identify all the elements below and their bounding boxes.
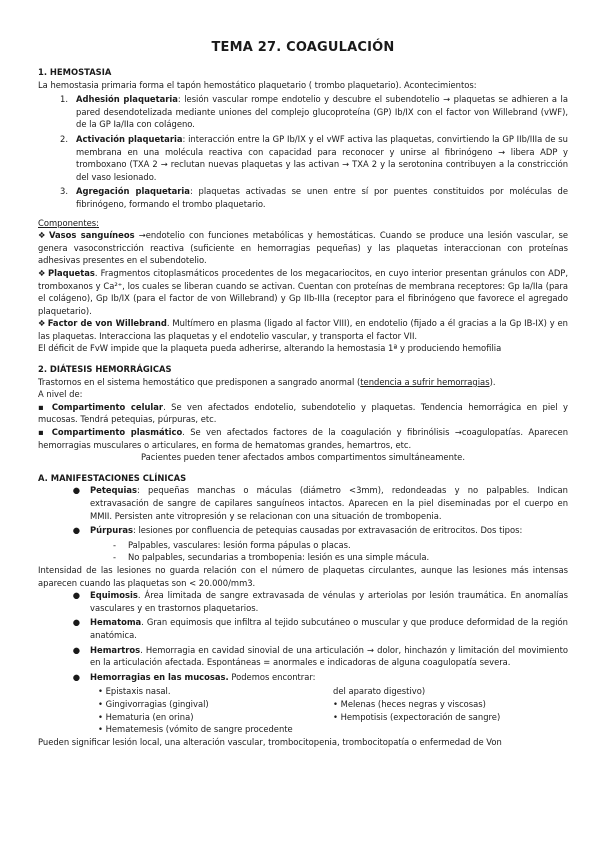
- list-item: • Epistaxis nasal.: [98, 686, 171, 697]
- list-item: del aparato digestivo): [333, 686, 426, 697]
- compartment-label: Compartimento plasmático: [51, 427, 183, 438]
- item-text: . Área limitada de sangre extravasada de vénulas y arteriolas por lesión traumática. En anomalías vasculares y en trastornos plaquetarios.: [90, 590, 568, 613]
- component-label: Vasos sanguíneos: [48, 230, 135, 241]
- diamond-bullet-icon: ❖: [38, 318, 46, 329]
- component-label: Plaquetas: [47, 267, 95, 278]
- underlined-phrase: tendencia a sufrir hemorragias: [360, 376, 490, 387]
- column-right: [333, 685, 568, 735]
- item-text: : interacción entre la GP Ib/IX y el vWF activa las plaquetas, convirtiendo la GP IIb/IIIa de su membrana en una molécula reactiva con capacidad para reconocer y unirse al fibrinógeno → libera ADP y tromboxano (TXA 2 → reclutan nuevas plaquetas y las activan → TXA 2 y la serotonina contribuyen a la constricción del vaso lesionado.: [76, 133, 568, 182]
- list-item: • Melenas (heces negras y viscosas): [333, 698, 486, 709]
- diatesis-intro: Trastornos en el sistema hemostático que predisponen a sangrado anormal (tendencia a sufrir hemorragias).: [38, 376, 496, 387]
- column-left: [98, 685, 333, 735]
- item-text: . Hemorragia en cavidad sinovial de una articulación → dolor, hinchazón y limitación del movimiento en la articulación afectada. Espontáneas = anormales e indicadoras de alguna coagulopatía severa.: [90, 644, 568, 668]
- compartment-item: ▪ Compartimento plasmático. Se ven afectados factores de la coagulación y fibrinólisis →coagulopatías. Aparecen hemorragias musculares o articulares, en forma de hematomas grandes, hemartros, etc.: [38, 427, 569, 450]
- item-label: Equimosis: [90, 590, 138, 601]
- component-text: →endotelio con funciones metabólicas y hemostáticas. Cuando se produce una lesión vascular, se genera vasoconstricción reactiva (suficiente en hemorragias pequeñas) y las plaquetas interaccionan con proteínas adhesivas presentes en el subendotelio.: [38, 230, 569, 266]
- list-item: [38, 133, 568, 183]
- sub-item: - Palpables, vasculares: lesión forma pápulas o placas.: [112, 539, 351, 550]
- deficit-note: El déficit de FvW impide que la plaqueta pueda adherirse, alterando la hemostasia 1ª y produciendo hemofilia: [38, 343, 502, 354]
- item-number: 3.: [60, 186, 68, 197]
- diamond-bullet-icon: ❖: [38, 230, 47, 241]
- list-item: [38, 616, 568, 641]
- list-item: [38, 484, 568, 522]
- list-item: • Hematuria (en orina): [98, 711, 194, 722]
- item-text: Podemos encontrar:: [228, 671, 316, 682]
- component-item: [38, 267, 568, 317]
- component-item: [38, 229, 568, 267]
- bullet-icon: ●: [72, 485, 80, 496]
- section-heading-hemostasia: 1. HEMOSTASIA: [38, 67, 112, 77]
- compartment-text: . Se ven afectados endotelio, subendotelio y plaquetas. Tendencia hemorrágica en piel y mucosas. Tendrá petequias, púrpuras, etc.: [38, 401, 569, 425]
- item-number: 2.: [60, 133, 68, 144]
- two-column-list: [38, 685, 568, 735]
- item-text: . Gran equimosis que infiltra al tejido subcutáneo o muscular y que produce deformidad de la región anatómica.: [90, 617, 568, 640]
- list-item: • Gingivorragias (gingival): [98, 698, 209, 709]
- bullet-icon: ●: [72, 617, 80, 628]
- item-label: Hemartros: [90, 644, 141, 655]
- hemostasia-intro: La hemostasia primaria forma el tapón hemostático plaquetario ( trombo plaquetario). Acontecimientos:: [38, 79, 477, 90]
- item-label: Hemorragias en las mucosas.: [90, 671, 229, 682]
- component-item: [38, 317, 568, 342]
- page-title: TEMA 27. COAGULACIÓN: [211, 40, 395, 55]
- compartment-item: ▪ Compartimento celular. Se ven afectados endotelio, subendotelio y plaquetas. Tendencia hemorrágica en piel y mucosas. Tendrá petequias, púrpuras, etc.: [38, 401, 569, 425]
- item-label: Petequias: [90, 485, 137, 496]
- item-label: Activación plaquetaria: [76, 133, 183, 144]
- item-text: : pequeñas manchas o máculas (diámetro <3mm), redondeadas y no palpables. Indican extravasación de sangre de capilares sanguíneos intactos. Aparecen en la piel diseminadas por el cuerpo en MMII. Persisten ante vitropresión y se relacionan con una situación de trombopenia.: [90, 485, 568, 521]
- list-item: • Hempotisis (expectoración de sangre): [333, 711, 501, 722]
- item-label: Púrpuras: [90, 525, 133, 536]
- document-page: [38, 40, 568, 748]
- list-item: [38, 589, 568, 614]
- compartments-note: Pacientes pueden tener afectados ambos compartimentos simultáneamente.: [140, 452, 465, 463]
- section-heading-diatesis: 2. DIÁTESIS HEMORRÁGICAS: [38, 364, 172, 375]
- list-item: [38, 671, 568, 684]
- component-text: . Multímero en plasma (ligado al factor VIII), en endotelio (fijado a él gracias a la Gp IB-IX) y en las plaquetas. Interacciona las plaquetas y el endotelio vascular, y transporta el factor VII.: [38, 318, 568, 341]
- item-label: Agregación plaquetaria: [76, 186, 190, 197]
- compartment-label: Compartimento celular: [51, 401, 164, 412]
- section-heading-manifestaciones: A. MANIFESTACIONES CLÍNICAS: [38, 472, 187, 483]
- bullet-icon: ●: [72, 590, 80, 601]
- component-text: . Fragmentos citoplasmáticos procedentes de los megacariocitos, en cuyo interior presentan gránulos con ADP, tromboxanos y Ca²⁺, los cuales se liberan cuando se activan. Cuentan con proteínas de membrana receptores: Gp Ia/IIa (para el colágeno), Gp Ib/IX (para el factor de von Willebrand) y Gp IIb-IIIa (receptor para el fibrinógeno que favorece el agregado plaquetario).: [38, 267, 569, 316]
- diamond-bullet-icon: ❖: [38, 267, 46, 278]
- compartment-text: . Se ven afectados factores de la coagulación y fibrinólisis →coagulopatías. Aparecen hemorragias musculares o articulares, en forma de hematomas grandes, hemartros, etc.: [38, 427, 569, 450]
- bullet-icon: ●: [72, 671, 80, 682]
- closing-line: Pueden significar lesión local, una alteración vascular, trombocitopenia, trombocitopatía o enfermedad de Von: [38, 736, 502, 747]
- component-label: Factor de von Willebrand: [47, 318, 167, 329]
- item-text: : lesiones por confluencia de petequias causadas por extravasación de eritrocitos. Dos tipos:: [132, 525, 523, 536]
- item-text: : plaquetas activadas se unen entre sí por puentes constituidos por moléculas de fibrinógeno, formando el trombo plaquetario.: [76, 186, 568, 209]
- bullet-icon: ●: [72, 644, 80, 655]
- item-label: Hematoma: [90, 617, 142, 628]
- list-item: • Hematemesis (vómito de sangre procedente: [98, 724, 293, 735]
- list-item: [38, 644, 568, 669]
- item-text: : lesión vascular rompe endotelio y descubre el subendotelio → plaquetas se adhieren a la pared desendotelizada mediante uniones del complejo glucoproteína (GP) Ib/IX con el factor von Willebrand (vWF), de la GP Ia/IIa con colágeno.: [76, 94, 568, 130]
- bullet-icon: ●: [72, 525, 80, 536]
- events-list: [38, 93, 568, 210]
- level-label: A nivel de:: [38, 389, 83, 400]
- list-item: [38, 93, 568, 131]
- sub-item: - No palpables, secundarias a trombopenia: lesión es una simple mácula.: [112, 552, 430, 563]
- item-label: Adhesión plaquetaria: [76, 94, 178, 105]
- list-item: [38, 185, 568, 210]
- intensity-note: Intensidad de las lesiones no guarda relación con el número de plaquetas circulantes, aunque las lesiones más intensas aparecen cuando las plaquetas son < 20.000/mm3.: [38, 564, 568, 588]
- components-heading: Componentes:: [38, 217, 99, 228]
- list-item: [38, 524, 568, 537]
- item-number: 1.: [60, 94, 68, 105]
